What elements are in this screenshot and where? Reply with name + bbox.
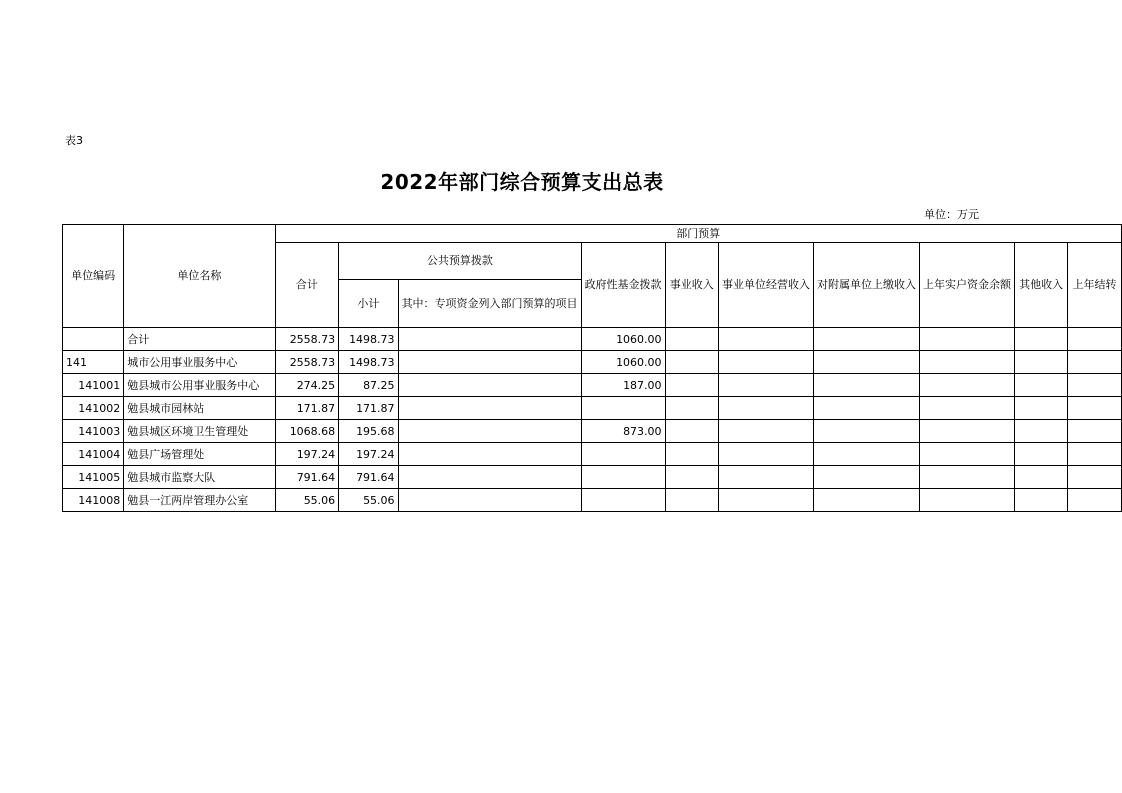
cell-prior-year-balance — [920, 443, 1015, 466]
cell-other-income — [1015, 374, 1068, 397]
cell-business-income — [665, 351, 718, 374]
cell-special-funds — [398, 397, 581, 420]
cell-other-income — [1015, 328, 1068, 351]
cell-prior-year-balance — [920, 328, 1015, 351]
cell-business-income — [665, 466, 718, 489]
cell-total: 274.25 — [275, 374, 339, 397]
table-row — [63, 374, 1122, 397]
cell-subtotal: 55.06 — [339, 489, 398, 512]
cell-total: 1068.68 — [275, 420, 339, 443]
cell-gov-fund: 873.00 — [581, 420, 665, 443]
cell-business-income — [665, 420, 718, 443]
cell-prior-year-carryover — [1068, 328, 1122, 351]
cell-special-funds — [398, 351, 581, 374]
cell-unit-code: 141001 — [63, 374, 124, 397]
cell-other-income — [1015, 351, 1068, 374]
cell-unit-name: 勉县广场管理处 — [124, 443, 275, 466]
cell-prior-year-carryover — [1068, 374, 1122, 397]
cell-total: 791.64 — [275, 466, 339, 489]
cell-subtotal: 171.87 — [339, 397, 398, 420]
cell-affiliated-income — [814, 489, 920, 512]
table-row — [63, 466, 1122, 489]
cell-operating-income — [719, 466, 814, 489]
cell-prior-year-carryover — [1068, 443, 1122, 466]
cell-operating-income — [719, 374, 814, 397]
cell-unit-code: 141 — [63, 351, 124, 374]
cell-prior-year-balance — [920, 420, 1015, 443]
cell-total: 197.24 — [275, 443, 339, 466]
cell-special-funds — [398, 489, 581, 512]
cell-affiliated-income — [814, 351, 920, 374]
cell-prior-year-balance — [920, 466, 1015, 489]
cell-business-income — [665, 397, 718, 420]
header-unit-name: 单位名称 — [124, 225, 275, 328]
cell-gov-fund — [581, 443, 665, 466]
cell-operating-income — [719, 397, 814, 420]
cell-business-income — [665, 489, 718, 512]
unit-note: 单位：万元 — [924, 208, 979, 221]
header-unit-code: 单位编码 — [63, 225, 124, 328]
header-total: 合计 — [275, 243, 339, 328]
cell-gov-fund — [581, 489, 665, 512]
cell-subtotal: 791.64 — [339, 466, 398, 489]
cell-affiliated-income — [814, 420, 920, 443]
cell-gov-fund: 187.00 — [581, 374, 665, 397]
cell-prior-year-balance — [920, 397, 1015, 420]
cell-unit-code: 141008 — [63, 489, 124, 512]
cell-prior-year-balance — [920, 351, 1015, 374]
cell-unit-name: 勉县城区环境卫生管理处 — [124, 420, 275, 443]
cell-affiliated-income — [814, 397, 920, 420]
cell-affiliated-income — [814, 443, 920, 466]
table-row — [63, 443, 1122, 466]
cell-gov-fund — [581, 397, 665, 420]
cell-business-income — [665, 374, 718, 397]
cell-special-funds — [398, 466, 581, 489]
header-public-budget: 公共预算拨款 — [339, 243, 581, 280]
cell-unit-code: 141005 — [63, 466, 124, 489]
cell-unit-name: 勉县城市园林站 — [124, 397, 275, 420]
cell-operating-income — [719, 420, 814, 443]
cell-affiliated-income — [814, 374, 920, 397]
cell-subtotal: 87.25 — [339, 374, 398, 397]
header-other-income: 其他收入 — [1015, 243, 1068, 328]
header-prior-year-balance: 上年实户资金余额 — [920, 243, 1015, 328]
table-row — [63, 489, 1122, 512]
cell-prior-year-carryover — [1068, 351, 1122, 374]
cell-unit-name: 合计 — [124, 328, 275, 351]
header-gov-fund: 政府性基金拨款 — [581, 243, 665, 328]
cell-subtotal: 1498.73 — [339, 351, 398, 374]
cell-subtotal: 197.24 — [339, 443, 398, 466]
cell-other-income — [1015, 397, 1068, 420]
table-row — [63, 351, 1122, 374]
cell-special-funds — [398, 328, 581, 351]
cell-subtotal: 1498.73 — [339, 328, 398, 351]
cell-other-income — [1015, 420, 1068, 443]
cell-gov-fund: 1060.00 — [581, 328, 665, 351]
cell-prior-year-balance — [920, 489, 1015, 512]
header-special-funds: 其中：专项资金列入部门预算的项目 — [398, 280, 581, 328]
cell-prior-year-balance — [920, 374, 1015, 397]
header-affiliated-income: 对附属单位上缴收入 — [814, 243, 920, 328]
table-row — [63, 397, 1122, 420]
cell-unit-name: 城市公用事业服务中心 — [124, 351, 275, 374]
budget-table — [62, 224, 1122, 512]
cell-prior-year-carryover — [1068, 466, 1122, 489]
cell-total: 55.06 — [275, 489, 339, 512]
cell-special-funds — [398, 374, 581, 397]
cell-other-income — [1015, 466, 1068, 489]
cell-operating-income — [719, 328, 814, 351]
header-dept-budget: 部门预算 — [275, 225, 1121, 243]
header-business-operating-income: 事业单位经营收入 — [719, 243, 814, 328]
cell-operating-income — [719, 351, 814, 374]
table-row — [63, 420, 1122, 443]
cell-unit-name: 勉县城市公用事业服务中心 — [124, 374, 275, 397]
cell-total: 171.87 — [275, 397, 339, 420]
cell-affiliated-income — [814, 328, 920, 351]
header-business-income: 事业收入 — [665, 243, 718, 328]
cell-operating-income — [719, 489, 814, 512]
cell-special-funds — [398, 420, 581, 443]
cell-other-income — [1015, 443, 1068, 466]
header-subtotal: 小计 — [339, 280, 398, 328]
cell-prior-year-carryover — [1068, 397, 1122, 420]
cell-prior-year-carryover — [1068, 489, 1122, 512]
cell-special-funds — [398, 443, 581, 466]
header-prior-year-carryover: 上年结转 — [1068, 243, 1122, 328]
cell-subtotal: 195.68 — [339, 420, 398, 443]
cell-unit-name: 勉县一江两岸管理办公室 — [124, 489, 275, 512]
cell-unit-code: 141002 — [63, 397, 124, 420]
cell-gov-fund: 1060.00 — [581, 351, 665, 374]
cell-prior-year-carryover — [1068, 420, 1122, 443]
cell-operating-income — [719, 443, 814, 466]
page-title: 2022年部门综合预算支出总表 — [380, 170, 664, 194]
cell-total: 2558.73 — [275, 351, 339, 374]
cell-total: 2558.73 — [275, 328, 339, 351]
cell-unit-code: 141004 — [63, 443, 124, 466]
cell-unit-code: 141003 — [63, 420, 124, 443]
cell-unit-code — [63, 328, 124, 351]
cell-unit-name: 勉县城市监察大队 — [124, 466, 275, 489]
cell-affiliated-income — [814, 466, 920, 489]
cell-business-income — [665, 443, 718, 466]
table-row — [63, 328, 1122, 351]
cell-business-income — [665, 328, 718, 351]
table-number-label: 表3 — [65, 134, 83, 147]
cell-other-income — [1015, 489, 1068, 512]
cell-gov-fund — [581, 466, 665, 489]
